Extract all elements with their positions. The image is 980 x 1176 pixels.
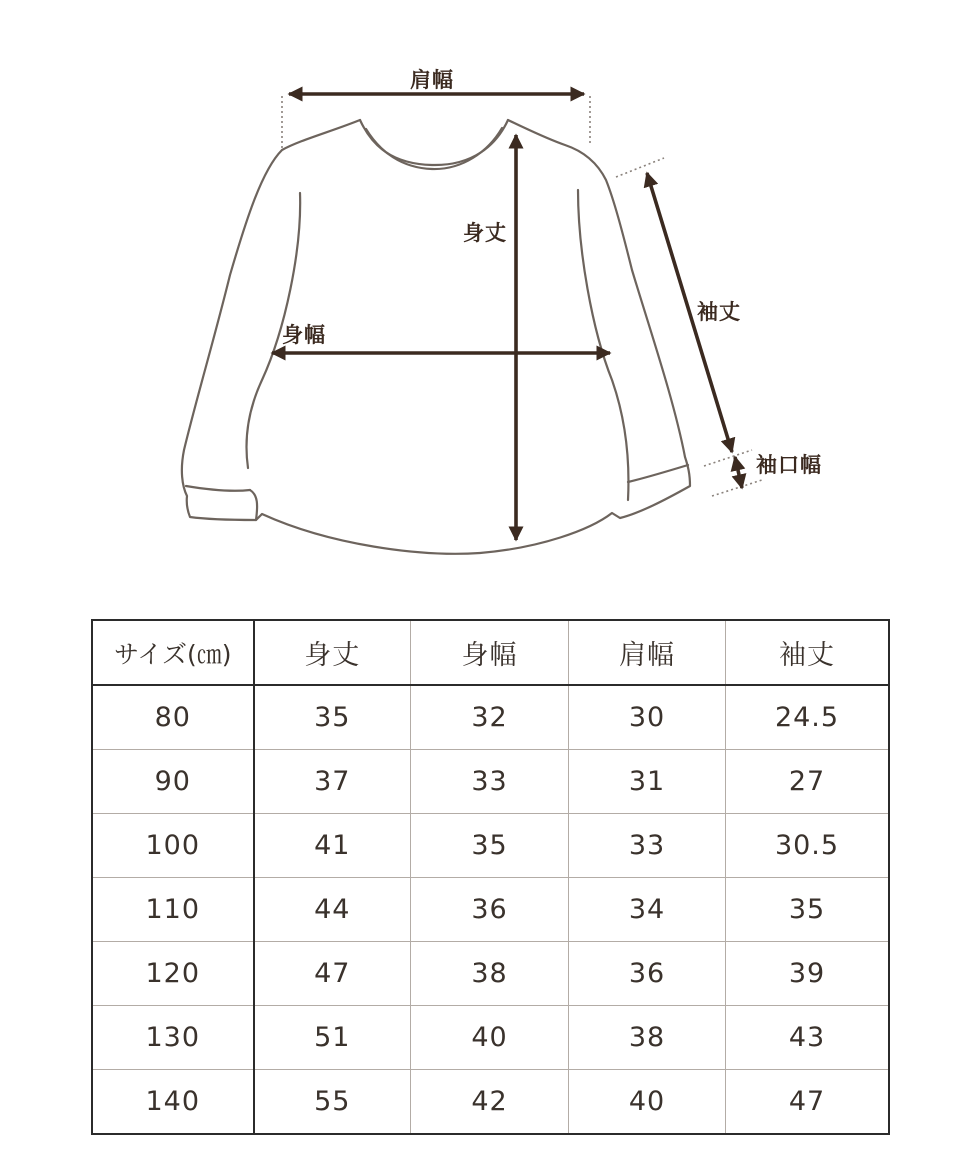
table-row xyxy=(93,685,889,750)
size-cell: 130 xyxy=(93,1006,254,1070)
table-cell: 36 xyxy=(411,878,569,942)
table-cell: 35 xyxy=(726,878,889,942)
table-cell: 30 xyxy=(569,685,726,750)
table-cell: 32 xyxy=(411,685,569,750)
table-cell: 33 xyxy=(569,814,726,878)
table-cell: 40 xyxy=(569,1070,726,1134)
table-cell: 36 xyxy=(569,942,726,1006)
body-width-label: 身幅 xyxy=(282,323,326,347)
table-cell: 24.5 xyxy=(726,685,889,750)
table-cell: 27 xyxy=(726,750,889,814)
table-cell: 47 xyxy=(726,1070,889,1134)
size-cell: 80 xyxy=(93,685,254,750)
size-cell: 100 xyxy=(93,814,254,878)
table-cell: 42 xyxy=(411,1070,569,1134)
cuff-width-arrow xyxy=(735,457,742,488)
table-row xyxy=(93,814,889,878)
table-cell: 39 xyxy=(726,942,889,1006)
sleeve-guide-top xyxy=(616,158,664,177)
cuff-guide-top xyxy=(704,450,752,466)
cuff-width-label: 袖口幅 xyxy=(756,453,822,477)
header-body-length: 身丈 xyxy=(254,621,411,686)
table-cell: 35 xyxy=(254,685,411,750)
size-cell: 110 xyxy=(93,878,254,942)
table-cell: 38 xyxy=(411,942,569,1006)
body-length-label: 身丈 xyxy=(463,221,507,245)
table-header-row xyxy=(93,621,889,686)
table-cell: 31 xyxy=(569,750,726,814)
table-cell: 30.5 xyxy=(726,814,889,878)
table-cell: 41 xyxy=(254,814,411,878)
shoulder-width-label: 肩幅 xyxy=(410,68,454,92)
garment-outline xyxy=(182,120,690,554)
collar-rib xyxy=(366,128,502,169)
table-row xyxy=(93,750,889,814)
header-size: サイズ(㎝) xyxy=(93,621,254,686)
header-body-width: 身幅 xyxy=(411,621,569,686)
right-raglan-seam xyxy=(578,190,628,500)
size-chart-table xyxy=(92,620,889,1134)
header-sleeve-length: 袖丈 xyxy=(726,621,889,686)
collar xyxy=(360,120,508,165)
cuff-guide-bottom xyxy=(712,480,762,496)
hem-rib-left xyxy=(250,490,257,520)
size-cell: 120 xyxy=(93,942,254,1006)
table-cell: 43 xyxy=(726,1006,889,1070)
table-cell: 40 xyxy=(411,1006,569,1070)
table-cell: 38 xyxy=(569,1006,726,1070)
table-cell: 44 xyxy=(254,878,411,942)
header-shoulder-width: 肩幅 xyxy=(569,621,726,686)
size-cell: 90 xyxy=(93,750,254,814)
table-cell: 51 xyxy=(254,1006,411,1070)
right-cuff-seam xyxy=(628,465,688,482)
table-cell: 35 xyxy=(411,814,569,878)
table-row xyxy=(93,878,889,942)
table-cell: 34 xyxy=(569,878,726,942)
table-row xyxy=(93,942,889,1006)
size-cell: 140 xyxy=(93,1070,254,1134)
table-row xyxy=(93,1070,889,1134)
left-cuff-seam xyxy=(186,486,250,491)
table-cell: 37 xyxy=(254,750,411,814)
table-cell: 55 xyxy=(254,1070,411,1134)
table-cell: 33 xyxy=(411,750,569,814)
table-cell: 47 xyxy=(254,942,411,1006)
table-row xyxy=(93,1006,889,1070)
sleeve-length-label: 袖丈 xyxy=(697,300,741,324)
